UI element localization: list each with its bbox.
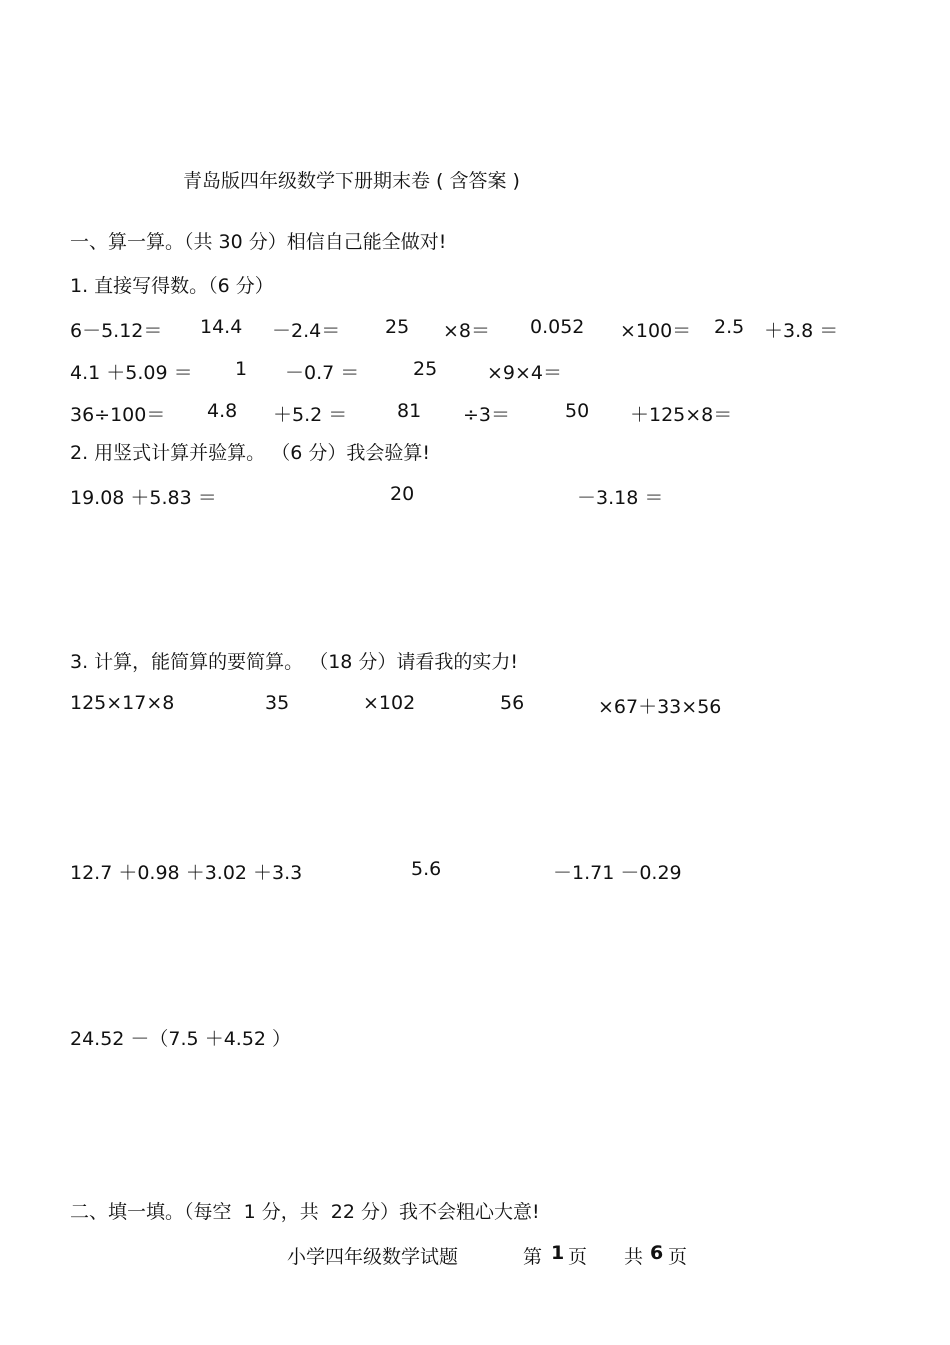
section-2-heading: 二、填一填。（每空 1 分，共 22 分）我不会粗心大意!: [70, 1201, 540, 1223]
q3-r1-item-3: ×102: [363, 692, 416, 714]
q2-item-2: 20: [390, 483, 415, 505]
page-title: 青岛版四年级数学下册期末卷 ( 含答案 ): [183, 170, 520, 192]
q1-r1-item-5: ×8＝: [443, 320, 491, 342]
q3-r1-item-4: 56: [500, 692, 525, 714]
question-2-heading: 2. 用竖式计算并验算。 （6 分）我会验算!: [70, 442, 430, 464]
footer-total-number: 6: [650, 1242, 664, 1264]
footer-page-suffix: 页: [568, 1246, 588, 1268]
q2-item-3: －3.18 ＝: [577, 487, 664, 509]
q1-r3-item-6: 50: [565, 400, 590, 422]
q3-r2-item-2: 5.6: [411, 858, 442, 880]
q1-r1-item-8: 2.5: [714, 316, 745, 338]
question-3-heading: 3. 计算，能简算的要简算。 （18 分）请看我的实力!: [70, 651, 519, 673]
q1-r3-item-5: ÷3＝: [463, 404, 511, 426]
q1-r1-item-3: －2.4＝: [272, 320, 341, 342]
footer-total-suffix: 页: [668, 1246, 688, 1268]
q2-item-1: 19.08 ＋5.83 ＝: [70, 487, 217, 509]
footer-page-prefix: 第: [523, 1246, 543, 1268]
q3-r2-item-3: －1.71 －0.29: [553, 862, 682, 884]
q3-r1-item-1: 125×17×8: [70, 692, 175, 714]
q1-r2-item-4: 25: [413, 358, 438, 380]
q1-r1-item-7: ×100＝: [620, 320, 692, 342]
q1-r3-item-3: ＋5.2 ＝: [273, 404, 348, 426]
section-1-heading: 一、算一算。（共 30 分）相信自己能全做对!: [70, 231, 447, 253]
q1-r2-item-1: 4.1 ＋5.09 ＝: [70, 362, 193, 384]
footer-total-prefix: 共: [624, 1246, 644, 1268]
question-1-heading: 1. 直接写得数。（6 分）: [70, 275, 274, 297]
q3-r2-item-1: 12.7 ＋0.98 ＋3.02 ＋3.3: [70, 862, 303, 884]
q1-r1-item-1: 6－5.12＝: [70, 320, 163, 342]
q1-r2-item-3: －0.7 ＝: [285, 362, 360, 384]
q1-r3-item-4: 81: [397, 400, 422, 422]
q1-r1-item-9: ＋3.8 ＝: [764, 320, 839, 342]
q1-r1-item-4: 25: [385, 316, 410, 338]
footer-page-number: 1: [551, 1242, 565, 1264]
q1-r3-item-1: 36÷100＝: [70, 404, 166, 426]
q1-r3-item-7: ＋125×8＝: [630, 404, 733, 426]
q3-r1-item-2: 35: [265, 692, 290, 714]
q1-r3-item-2: 4.8: [207, 400, 238, 422]
q1-r1-item-2: 14.4: [200, 316, 243, 338]
q3-r1-item-5: ×67＋33×56: [598, 696, 722, 718]
q1-r2-item-5: ×9×4＝: [487, 362, 563, 384]
footer-subject: 小学四年级数学试题: [287, 1246, 459, 1268]
q3-r3-item-1: 24.52 －（7.5 ＋4.52 ）: [70, 1028, 292, 1050]
q1-r1-item-6: 0.052: [530, 316, 585, 338]
q1-r2-item-2: 1: [235, 358, 248, 380]
